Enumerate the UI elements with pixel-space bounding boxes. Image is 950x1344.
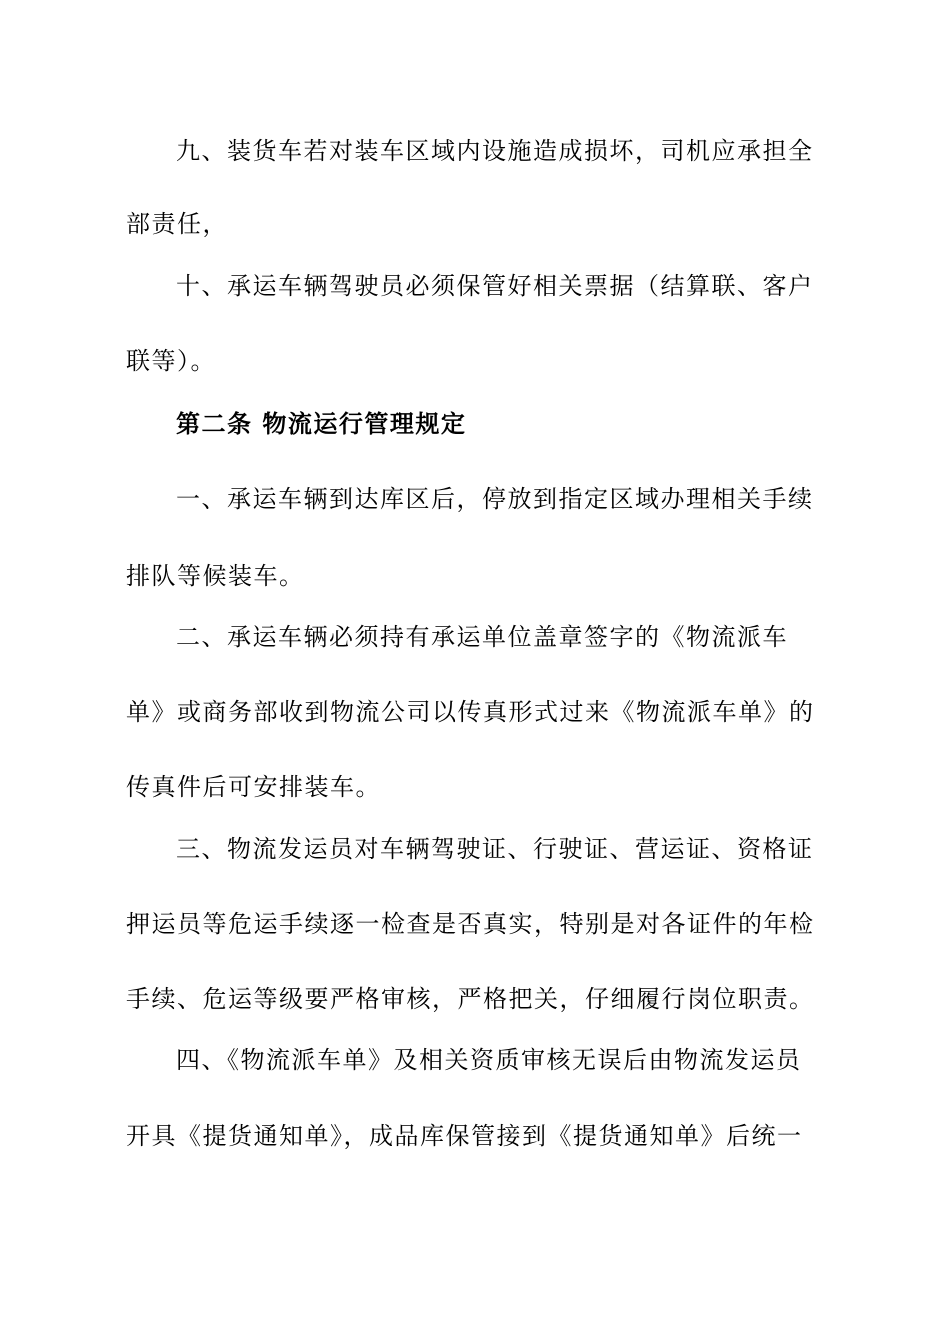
paragraph-1-line-2: 排队等候装车。	[126, 562, 305, 590]
paragraph-2-line-1: 二、承运车辆必须持有承运单位盖章签字的《物流派车	[176, 623, 788, 651]
paragraph-9-line-1: 九、装货车若对装车区域内设施造成损坏，司机应承担全	[176, 137, 814, 165]
paragraph-3-line-1: 三、物流发运员对车辆驾驶证、行驶证、营运证、资格证	[176, 835, 814, 863]
paragraph-2-line-3: 传真件后可安排装车。	[126, 773, 381, 801]
paragraph-9-line-2: 部责任，	[126, 210, 228, 238]
paragraph-4-line-1: 四、《物流派车单》及相关资质审核无误后由物流发运员	[176, 1046, 802, 1074]
paragraph-4-line-2: 开具《提货通知单》，成品库保管接到《提货通知单》后统一	[126, 1122, 803, 1150]
paragraph-3-line-2: 押运员等危运手续逐一检查是否真实，特别是对各证件的年检	[126, 910, 815, 938]
paragraph-3-line-3: 手续、危运等级要严格审核，严格把关，仔细履行岗位职责。	[126, 985, 815, 1013]
paragraph-10-line-2: 联等）。	[126, 347, 216, 375]
paragraph-2-line-2: 单》或商务部收到物流公司以传真形式过来《物流派车单》的	[126, 698, 815, 726]
paragraph-10-line-1: 十、承运车辆驾驶员必须保管好相关票据（结算联、客户	[176, 272, 814, 300]
section-heading: 第二条 物流运行管理规定	[176, 410, 467, 438]
paragraph-1-line-1: 一、承运车辆到达库区后，停放到指定区域办理相关手续	[176, 485, 814, 513]
